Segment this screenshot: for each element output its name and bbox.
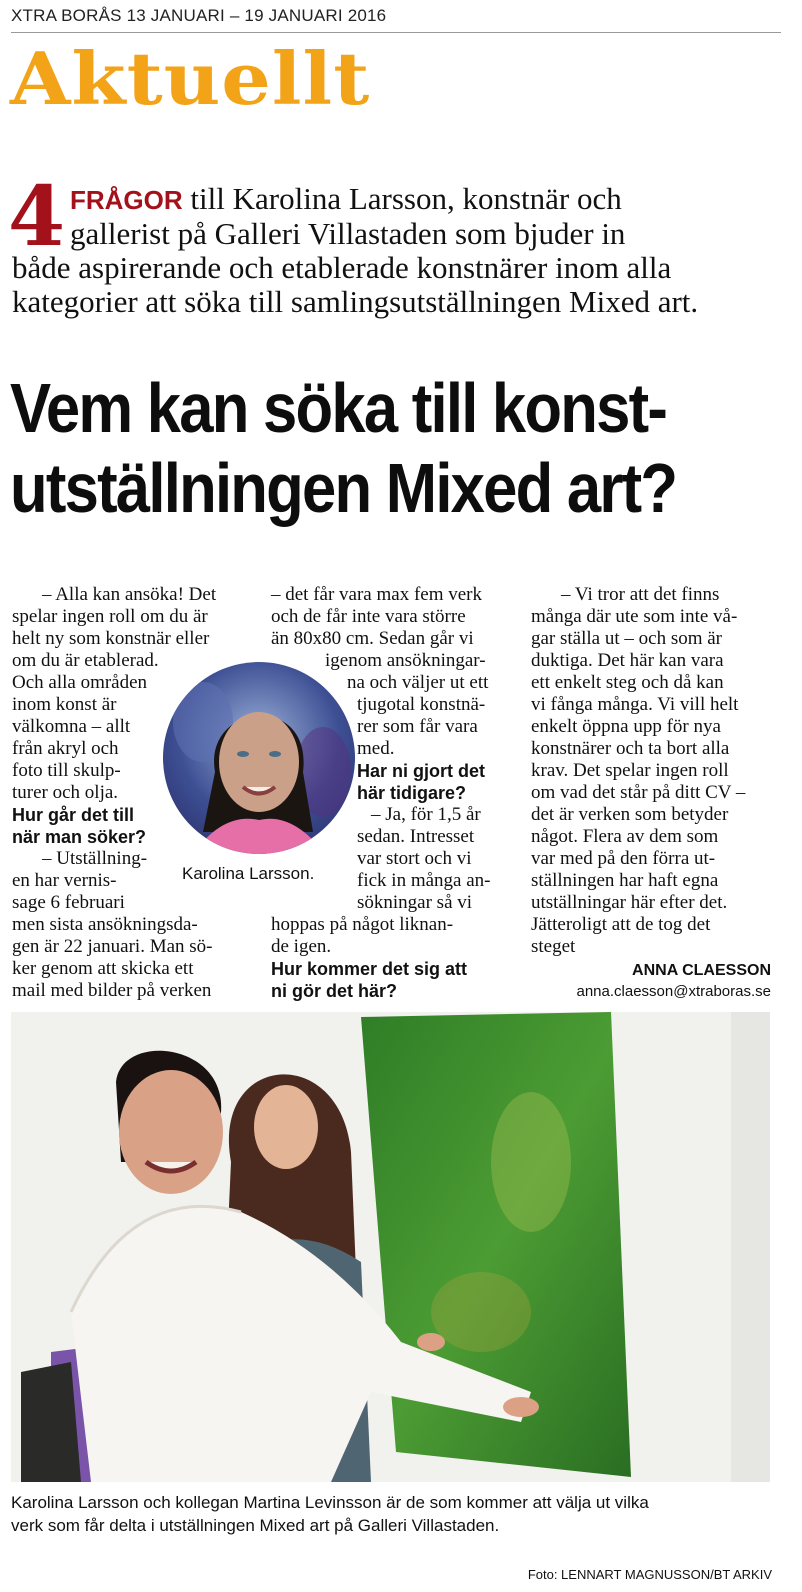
- col1-line: inom konst är: [12, 694, 117, 715]
- col2-line: och de får inte vara större: [271, 606, 466, 627]
- col1-line: ker genom att skicka ett: [12, 958, 194, 979]
- col3-line: konstnärer och ta bort alla: [531, 738, 730, 759]
- col3-line: utställningar här efter det.: [531, 892, 728, 913]
- question-1: Hur går det till: [12, 805, 135, 825]
- col1-line: en har vernis-: [12, 870, 117, 891]
- col1-line: om du är etablerad.: [12, 650, 159, 671]
- col1-line: foto till skulp-: [12, 760, 121, 781]
- col1-line: gen är 22 januari. Man sö-: [12, 936, 213, 957]
- col2-line: na och väljer ut ett: [347, 672, 489, 693]
- photo-credit: Foto: LENNART MAGNUSSON/BT ARKIV: [527, 1567, 772, 1582]
- question-2b: här tidigare?: [357, 783, 467, 803]
- photo-caption: [11, 1491, 781, 1537]
- col2-line: igenom ansökningar-: [325, 650, 486, 671]
- portrait-caption: Karolina Larsson.: [182, 864, 315, 883]
- col2-line: sedan. Intresset: [357, 826, 475, 847]
- col3-line: steget: [531, 936, 576, 957]
- intro-number: 4: [8, 169, 66, 265]
- col1-line: – Alla kan ansöka! Det: [42, 584, 217, 605]
- col2-line: rer som får vara: [357, 716, 478, 737]
- intro-text: [12, 182, 782, 319]
- col1-line: turer och olja.: [12, 782, 119, 803]
- col3-line: gar ställa ut – och som är: [531, 628, 723, 649]
- main-photo: [11, 1012, 770, 1482]
- col1-line: sage 6 februari: [12, 892, 125, 913]
- col1-line: spelar ingen roll om du är: [12, 606, 208, 627]
- col3-line: ett enkelt steg och då kan: [531, 672, 724, 693]
- col2-line: tjugotal konstnä-: [357, 694, 486, 715]
- headline-line2: utställningen Mixed art?: [10, 449, 677, 527]
- col3-line: var med på den förra ut-: [531, 848, 716, 869]
- col2-line: än 80x80 cm. Sedan går vi: [271, 628, 474, 649]
- col3-line: det är verken som betyder: [531, 804, 729, 825]
- byline-email[interactable]: anna.claesson@xtraboras.se: [576, 983, 771, 1000]
- col1-line: helt ny som konstnär eller: [12, 628, 210, 649]
- col2-line: – Ja, för 1,5 år: [371, 804, 481, 825]
- question-3b: ni gör det här?: [271, 981, 397, 1001]
- intro-line2: gallerist på Galleri Villastaden som bjuder in: [70, 216, 626, 251]
- headline: [10, 368, 784, 528]
- headline-line1: Vem kan söka till konst-: [10, 369, 667, 447]
- header-rule: [11, 32, 781, 33]
- col2-line: – det får vara max fem verk: [271, 584, 483, 605]
- col3-line: – Vi tror att det finns: [561, 584, 720, 605]
- question-1b: när man söker?: [12, 827, 147, 847]
- question-3: Hur kommer det sig att: [271, 959, 468, 979]
- intro-kicker: FRÅGOR: [70, 185, 183, 215]
- col2-line: de igen.: [271, 936, 332, 957]
- col3-line: många där ute som inte vå-: [531, 606, 738, 627]
- col3-line: vi fånga många. Vi vill helt: [531, 694, 739, 715]
- col1-line: Och alla områden: [12, 672, 148, 693]
- col1-line: – Utställning-: [42, 848, 148, 869]
- col1-line: från akryl och: [12, 738, 119, 759]
- intro-rest: både aspirerande och etablerade konstnärer inom alla kategorier att söka till samlingsutställningen Mixed art.: [12, 250, 699, 319]
- col2-line: var stort och vi: [357, 848, 472, 869]
- col3-line: om vad det står på ditt CV –: [531, 782, 746, 803]
- col3-line: duktiga. Det här kan vara: [531, 650, 724, 671]
- col1-line: mail med bilder på verken: [12, 980, 212, 1001]
- col2-line: fick in många an-: [357, 870, 491, 891]
- col3-line: ställningen har haft egna: [531, 870, 719, 891]
- col3-line: något. Flera av dem som: [531, 826, 719, 847]
- byline-name: ANNA CLAESSON: [632, 962, 771, 979]
- col2-line: hoppas på något liknan-: [271, 914, 454, 935]
- dateline: XTRA BORÅS 13 JANUARI – 19 JANUARI 2016: [11, 6, 387, 25]
- col3-line: krav. Det spelar ingen roll: [531, 760, 729, 781]
- intro-line1: till Karolina Larsson, konstnär och: [182, 181, 622, 216]
- col1-line: välkomna – allt: [12, 716, 131, 737]
- section-title: Aktuellt: [10, 37, 371, 122]
- col2-line: med.: [357, 738, 395, 759]
- photo-caption-line2: verk som får delta i utställningen Mixed art på Galleri Villastaden.: [11, 1516, 500, 1535]
- col3-line: Jätteroligt att de tog det: [531, 914, 711, 935]
- col1-line: men sista ansökningsda-: [12, 914, 198, 935]
- photo-caption-line1: Karolina Larsson och kollegan Martina Levinsson är de som kommer att välja ut vilka: [11, 1493, 649, 1512]
- col2-line: sökningar så vi: [357, 892, 473, 913]
- portrait-photo: [163, 662, 355, 854]
- col3-line: enkelt öppna upp för nya: [531, 716, 721, 737]
- question-2: Har ni gjort det: [357, 761, 486, 781]
- column-3: [531, 584, 776, 958]
